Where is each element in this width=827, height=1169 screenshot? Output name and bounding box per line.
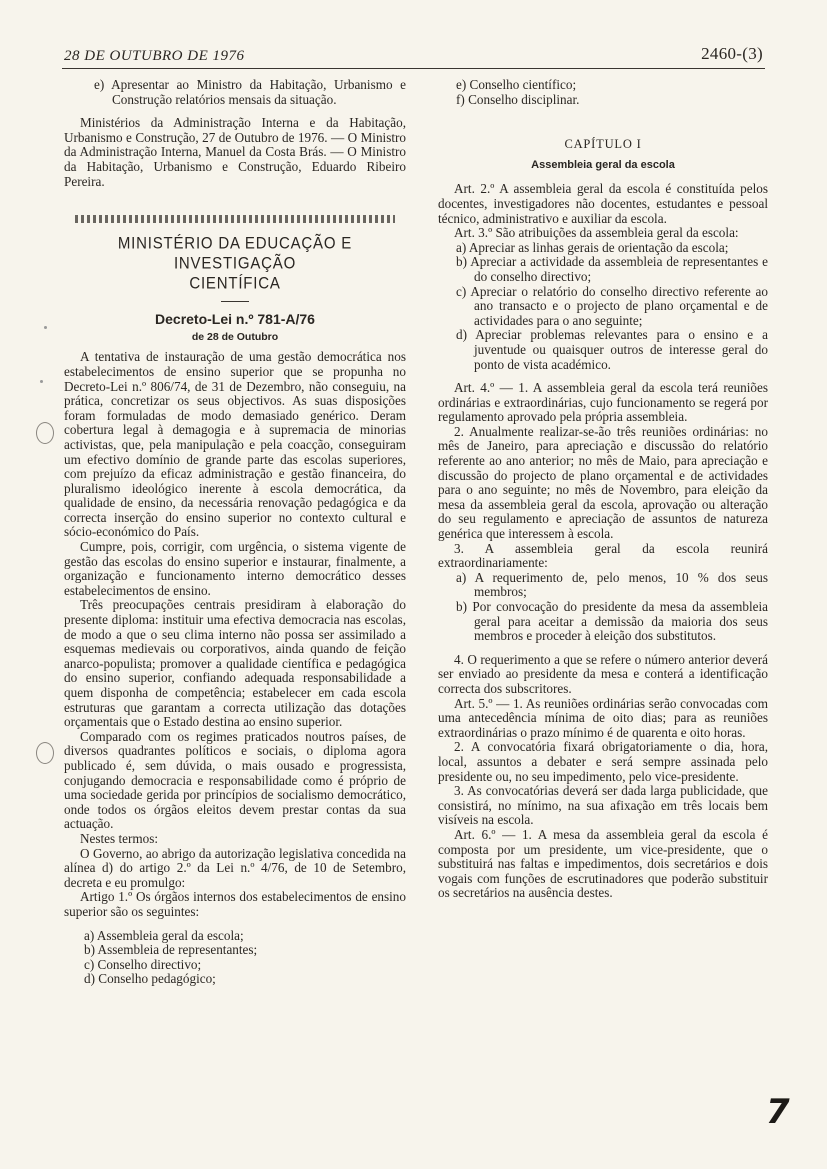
article-4-1: Art. 4.º — 1. A assembleia geral da escola terá reuniões ordinárias e extraordinárias, cujo funcionamento se regerá por regulamento aprovado pela própria assembleia.	[438, 380, 768, 425]
header-page-number: 2460-(3)	[701, 44, 763, 63]
ministry-heading	[64, 234, 406, 294]
paragraph-2: Cumpre, pois, corrigir, com urgência, o sistema vigente de gestão das escolas do ensino superior e instaurar, finalmente, a organização e funcionamento interno democrático desses estabelecimentos de ensino.	[64, 539, 406, 598]
scan-dot-mark	[40, 380, 43, 383]
paragraph-6: O Governo, ao abrigo da autorização legislativa concedida na alínea d) do artigo 2.º da Lei n.º 4/76, de 10 de Setembro, decreta e eu promulgo:	[64, 845, 406, 890]
chapter-heading: CAPÍTULO I	[564, 137, 642, 152]
paragraph-3: Três preocupações centrais presidiram à elaboração do presente diploma: instituir uma efectiva democracia nas escolas, de modo a que o seu clima interno não possa ser assimilado a esquemas medievais ou corporativos, ainda quando de feição anarco-populista; promover a qualidade científica e pedagógica do ensino superior, confiando adequada responsabilidade a quem disponha de competência; estabelecer em cada escola estruturas que garantam a correcta utilização das dotações orçamentais que o Estado destina ao ensino superior.	[64, 597, 406, 730]
list-item: c) Apreciar o relatório do conselho directivo referente ao ano transacto e o projecto de plano orçamental e de actividades para o ano seguinte;	[456, 283, 768, 328]
article-6-1: Art. 6.º — 1. A mesa da assembleia geral da escola é composta por um presidente, um vice-presidente, que o substituirá nas faltas e impedimentos, dois secretários e dois vogais com funções de escrutinadores que poderão substituir os secretários na ausência destes.	[438, 826, 768, 901]
binder-hole-icon	[36, 422, 54, 444]
list-item: a) Assembleia geral da escola;	[84, 927, 244, 943]
list-item: d) Conselho pedagógico;	[84, 971, 216, 987]
list-item: f) Conselho disciplinar.	[456, 91, 580, 107]
list-item: b) Por convocação do presidente da mesa da assembleia geral para aceitar a demissão da maioria dos seus membros e proceder à eleição dos substitutos.	[456, 599, 768, 644]
list-item: a) Apreciar as linhas gerais de orientação da escola;	[456, 239, 729, 255]
handwritten-page-number: 7	[766, 1092, 790, 1132]
list-item: a) A requerimento de, pelo menos, 10 % dos seus membros;	[456, 569, 768, 600]
article-5-2: 2. A convocatória fixará obrigatoriamente o dia, hora, local, assuntos a debater e será sempre assinada pelo presidente ou, no seu impedimento, pelo vice-presidente.	[438, 739, 768, 784]
list-item: b) Assembleia de representantes;	[84, 942, 258, 958]
header-date: 28 DE OUTUBRO DE 1976	[64, 48, 245, 64]
article-3: Art. 3.º São atribuições da assembleia geral da escola:	[454, 225, 739, 241]
paragraph-1: A tentativa de instauração de uma gestão democrática nos estabelecimentos de ensino superior que se propunha no Decreto-Lei n.º 806/74, de 31 de Dezembro, não conseguiu, na prática, concretizar os seus objectivos. As suas disposições foram formuladas de modo demasiado genérico. Deram cobertura legal à demagogia e à supremacia de minorias activistas, que, pela manipulação e pela coacção, conseguiram um efectivo domínio de grande parte das escolas superiores, com prejuízo da eficaz administração e gestão financeira, do pluralismo ideológico inerente à escola democrática, da qualidade de ensino, da necessária renovação pedagógica e da correcta inserção do ensino superior no contexto cultural e sócio-económico do País.	[64, 349, 406, 540]
decree-title: Decreto-Lei n.º 781-A/76	[155, 311, 315, 328]
article-2: Art. 2.º A assembleia geral da escola é constituída pelos docentes, investigadores não docentes, estudantes e pessoal técnico, administrativo e auxiliar da escola.	[438, 181, 768, 226]
list-item: b) Apreciar a actividade da assembleia de representantes e do conselho directivo;	[456, 254, 768, 284]
article-4-2: 2. Anualmente realizar-se-ão três reuniões ordinárias: no mês de Janeiro, para apreciação e discussão do relatório referente ao ano anterior; no mês de Maio, para apreciação e discussão do projecto de plano orçamental e de actividades para o ano seguinte; no mês de Novembro, para eleição da mesa da assembleia geral da escola, aprovação ou alteração do seu regulamento e apreciação de assuntos de natureza genérica que interessem à escola.	[438, 423, 768, 542]
paragraph-5: Nestes termos:	[80, 830, 159, 846]
left-column	[64, 78, 406, 987]
ornamental-divider	[75, 215, 395, 223]
right-column	[438, 78, 768, 901]
decree-date: de 28 de Outubro	[191, 330, 279, 343]
article-4-3: 3. A assembleia geral da escola reunirá extraordinariamente:	[438, 540, 768, 571]
binder-hole-icon	[36, 742, 54, 764]
ministry-heading-line1: MINISTÉRIO DA EDUCAÇÃO E INVESTIGAÇÃO	[117, 233, 353, 274]
article-1: Artigo 1.º Os órgãos internos dos estabelecimentos de ensino superior são os seguintes:	[64, 889, 406, 919]
chapter-subheading: Assembleia geral da escola	[531, 158, 675, 171]
list-item: e) Conselho científico;	[456, 77, 577, 92]
ministry-rule	[221, 301, 249, 302]
list-item: c) Conselho directivo;	[84, 956, 202, 972]
scan-dot-mark	[44, 326, 47, 329]
article-1-list	[64, 929, 406, 987]
left-item-e: e) Apresentar ao Ministro da Habitação, Urbanismo e Construção relatórios mensais da situação.	[94, 77, 406, 107]
header-rule	[62, 68, 765, 69]
article-5-1: Art. 5.º — 1. As reuniões ordinárias serão convocadas com uma antecedência mínima de oito dias; para as reuniões extraordinárias o prazo mínimo é de quarenta e oito horas.	[438, 695, 768, 740]
ministry-heading-line2: CIENTÍFICA	[189, 274, 281, 294]
article-5-3: 3. As convocatórias deverá ser dada larga publicidade, que consistirá, no mínimo, na sua afixação em três locais bem visíveis na escola.	[438, 783, 768, 828]
paragraph-4: Comparado com os regimes praticados noutros países, de diversos quadrantes políticos e sociais, o diploma agora publicado é, sem dúvida, o mais ousado e progressista, conjugando democracia e responsabilidade como é próprio de uma sociedade gerida por princípios de socialismo democrático, onde todos os órgãos eleitos devem prestar contas da sua actuação.	[64, 728, 406, 832]
article-4-4: 4. O requerimento a que se refere o número anterior deverá ser enviado ao presidente da mesa e conterá a identificação correcta dos subscritores.	[438, 651, 768, 696]
list-item: d) Apreciar problemas relevantes para o ensino e a juventude ou quaisquer outros de interesse geral do ponto de vista académico.	[456, 327, 768, 372]
ministries-signature: Ministérios da Administração Interna e da Habitação, Urbanismo e Construção, 27 de Outubro de 1976. — O Ministro da Administração Interna, Manuel da Costa Brás. — O Ministro da Habitação, Urbanismo e Construção, Eduardo Ribeiro Pereira.	[64, 115, 406, 189]
